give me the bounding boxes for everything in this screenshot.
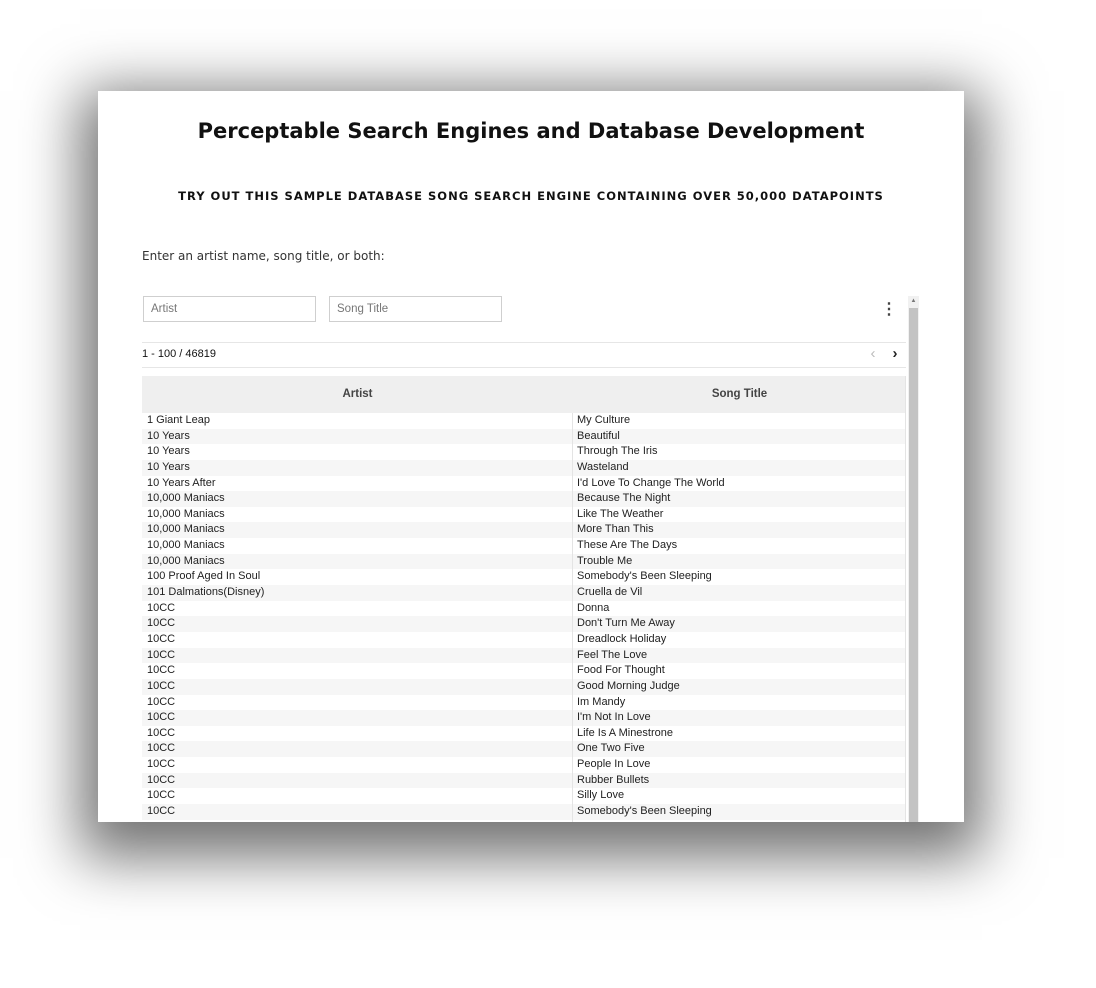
next-page-icon[interactable]: › (892, 345, 898, 362)
more-options-icon[interactable]: ⋮ (881, 301, 897, 318)
table-row[interactable] (142, 632, 906, 648)
artist-cell: 10CC (147, 805, 176, 818)
song-title-cell: People In Love (577, 758, 651, 771)
table-row[interactable] (142, 773, 906, 789)
artist-cell: 10CC (147, 648, 176, 661)
song-title-cell: Wasteland (577, 460, 629, 473)
table-row[interactable] (142, 585, 906, 601)
artist-cell: 1 Giant Leap (147, 414, 210, 426)
artist-search-input[interactable] (143, 296, 316, 322)
song-title-cell: Like The Weather (577, 507, 664, 520)
artist-cell: 10CC (147, 758, 176, 771)
table-right-border (905, 376, 906, 822)
song-title-cell: Im Mandy (577, 695, 626, 708)
song-title-cell: Food For Thought (577, 664, 665, 677)
search-card (98, 91, 964, 822)
table-row[interactable] (142, 616, 906, 632)
song-title-cell: Because The Night (577, 492, 671, 505)
pagination-bar (142, 342, 906, 368)
song-title-cell: Somebody's Been Sleeping (577, 805, 712, 818)
artist-cell: 10CC (147, 664, 176, 677)
artist-cell: 10CC (147, 601, 176, 614)
artist-cell: 10CC (147, 726, 176, 739)
table-row[interactable] (142, 710, 906, 726)
song-title-cell: I'd Love To Change The World (577, 476, 725, 489)
table-row[interactable] (142, 741, 906, 757)
table-body (142, 413, 906, 820)
table-row[interactable] (142, 507, 906, 523)
song-title-cell: Trouble Me (577, 554, 633, 567)
table-row[interactable] (142, 726, 906, 742)
artist-cell: 10CC (147, 789, 176, 802)
table-row[interactable] (142, 648, 906, 664)
table-header (142, 376, 906, 413)
song-title-cell: Don't Turn Me Away (577, 617, 675, 630)
artist-cell: 10CC (147, 773, 176, 786)
song-title-cell: Donna (577, 601, 610, 614)
artist-cell: 10CC (147, 695, 176, 708)
song-title-cell: Feel The Love (577, 648, 648, 661)
table-row[interactable] (142, 522, 906, 538)
artist-cell: 10 Years (147, 429, 190, 442)
search-prompt: Enter an artist name, song title, or both: (142, 249, 385, 263)
song-title-cell: Good Morning Judge (577, 679, 680, 692)
song-title-search-input[interactable] (329, 296, 502, 322)
table-row[interactable] (142, 757, 906, 773)
column-header-artist[interactable]: Artist (342, 388, 373, 400)
table-row[interactable] (142, 491, 906, 507)
song-title-cell: Somebody's Been Sleeping (577, 570, 712, 583)
artist-cell: 10,000 Maniacs (147, 507, 225, 520)
row-range-label: 1 - 100 / 46819 (142, 348, 217, 360)
table-row[interactable] (142, 444, 906, 460)
table-row[interactable] (142, 460, 906, 476)
column-divider (572, 413, 573, 822)
scrollbar-thumb[interactable] (909, 308, 918, 822)
artist-cell: 10 Years (147, 445, 190, 458)
song-title-cell: These Are The Days (577, 539, 678, 552)
scroll-up-arrow-icon[interactable]: ▲ (910, 298, 917, 304)
column-header-song-title[interactable]: Song Title (711, 388, 768, 400)
table-row[interactable] (142, 554, 906, 570)
artist-cell: 10CC (147, 679, 176, 692)
song-title-cell: Through The Iris (577, 445, 658, 458)
table-row[interactable] (142, 413, 906, 429)
artist-cell: 10CC (147, 711, 176, 724)
artist-cell: 10,000 Maniacs (147, 539, 225, 552)
song-title-cell: Beautiful (577, 429, 620, 442)
artist-cell: 10,000 Maniacs (147, 492, 225, 505)
song-title-cell: One Two Five (577, 742, 645, 755)
artist-cell: 101 Dalmations(Disney) (147, 586, 265, 599)
table-row[interactable] (142, 804, 906, 820)
table-scrollbar[interactable] (908, 296, 919, 822)
song-title-cell: Cruella de Vil (577, 586, 643, 599)
artist-cell: 10CC (147, 617, 176, 630)
table-row[interactable] (142, 476, 906, 492)
table-row[interactable] (142, 601, 906, 617)
previous-page-icon[interactable]: ‹ (870, 345, 876, 362)
artist-cell: 10CC (147, 742, 176, 755)
table-row[interactable] (142, 663, 906, 679)
song-title-cell: More Than This (577, 523, 654, 536)
artist-cell: 10CC (147, 632, 176, 645)
song-title-cell: Rubber Bullets (577, 773, 650, 786)
table-row[interactable] (142, 538, 906, 554)
table-row[interactable] (142, 695, 906, 711)
song-title-cell: My Culture (577, 414, 631, 426)
table-row[interactable] (142, 679, 906, 695)
table-row[interactable] (142, 788, 906, 804)
page-subtitle: TRY OUT THIS SAMPLE DATABASE SONG SEARCH ENGINE CONTAINING OVER 50,000 DATAPOINTS (178, 189, 884, 203)
artist-cell: 10 Years After (147, 476, 216, 489)
song-title-cell: Dreadlock Holiday (577, 632, 667, 645)
artist-cell: 10,000 Maniacs (147, 554, 225, 567)
table-row[interactable] (142, 569, 906, 585)
song-title-cell: Life Is A Minestrone (577, 726, 673, 739)
table-row[interactable] (142, 429, 906, 445)
song-title-cell: Silly Love (577, 789, 625, 802)
artist-cell: 100 Proof Aged In Soul (147, 570, 261, 583)
song-title-cell: I'm Not In Love (577, 711, 651, 724)
artist-cell: 10,000 Maniacs (147, 523, 225, 536)
artist-cell: 10 Years (147, 460, 190, 473)
page-title: Perceptable Search Engines and Database Development (197, 119, 865, 143)
